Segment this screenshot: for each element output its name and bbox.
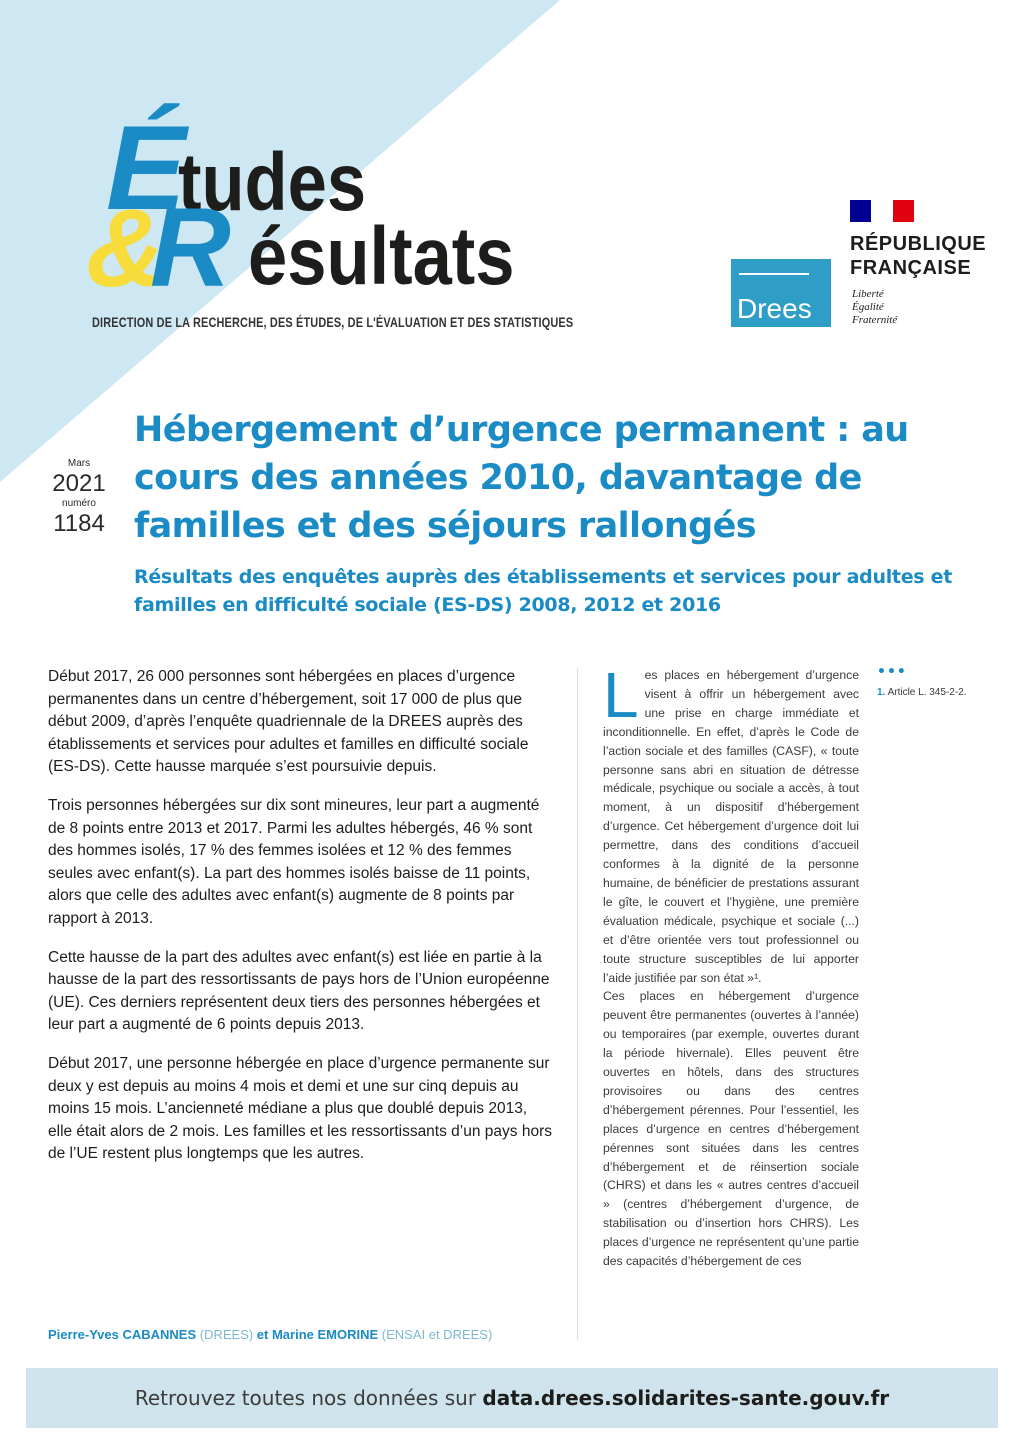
abstract-paragraph: Début 2017, une personne hébergée en place d’urgence permanente sur deux y est depuis au moins 4 mois et demi et une sur cinq depuis au moins 15 mois. L’ancienneté médiane a plus que doublé depuis 2013, elle était alors de 2 mois. Les familles et les ressortissants d’un pays hors de l’UE restent plus longtemps que les autres. — [48, 1054, 552, 1163]
logo-r-letter: R — [150, 185, 231, 310]
devise — [852, 288, 897, 327]
drop-cap: L — [603, 659, 639, 731]
author-1: Pierre-Yves CABANNES — [48, 1327, 197, 1342]
issue-numero-label: numéro — [62, 498, 96, 509]
logo-tudes: tudes — [178, 137, 367, 228]
body-column — [603, 659, 859, 1271]
author-2: Marine EMORINE — [271, 1327, 379, 1342]
authors-et: et — [256, 1327, 272, 1342]
direction-tagline: DIRECTION DE LA RECHERCHE, DES ÉTUDES, DE L'ÉVALUATION ET DES STATISTIQUES — [92, 314, 574, 330]
devise-liberte: Liberté — [852, 288, 884, 300]
authors — [48, 1327, 492, 1342]
marianne-flag-icon — [850, 200, 914, 222]
abstract-paragraph: Trois personnes hébergées sur dix sont mineures, leur part a augmenté de 8 points entre 2013 et 2017. Parmi les adultes hébergés, 46 % sont des hommes isolés, 17 % des femmes isolées et 12 % des femmes seules avec enfant(s). La part des hommes isolés baisse de 11 points, alors que celle des adultes avec enfant(s) augmente de 8 points par rapport à 2013. — [48, 796, 540, 927]
issue-number: 1184 — [53, 510, 105, 537]
drees-logo — [731, 259, 831, 327]
body-paragraph-1: es places en hébergement d’urgence visent à offrir un hébergement avec une prise en charge immédiate et inconditionnelle. En effet, d’après le Code de l’action sociale et des familles (CASF), « toute personne sans abri en situation de détresse médicale, psychique ou sociale a accès, à tout moment, à un dispositif d’hébergement d’urgence. Cet hébergement d’urgence doit lui permettre, dans des conditions d’accueil conformes à la dignité de la personne humaine, de bénéficier de prestations assurant le gîte, le couvert et l’hygiène, une première évaluation médicale, psychique et sociale (...) et d’être orientée vers tout professionnel ou toute structure susceptibles de lui apporter l’aide justifiée par son état »¹. — [603, 668, 859, 985]
author-2-affiliation: (ENSAI et DREES) — [378, 1327, 493, 1342]
republique-line2: FRANÇAISE — [850, 257, 972, 279]
devise-fraternite: Fraternité — [852, 314, 898, 326]
page-subtitle: Résultats des enquêtes auprès des établissements et services pour adultes et familles en difficulté sociale (ES-DS) 2008, 2012 et 2016 — [134, 566, 952, 616]
drees-logo-text: Drees — [737, 293, 812, 324]
abstract-paragraph: Cette hausse de la part des adultes avec enfant(s) est liée en partie à la hausse de la part des ressortissants de pays hors de l’Union européenne (UE). Ces derniers représentent deux tiers des personnes hébergées et leur part a augmenté de 6 points depuis 2013. — [48, 948, 550, 1034]
column-divider — [577, 668, 578, 1340]
body-paragraph-2: Ces places en hébergement d’urgence peuvent être permanentes (ouvertes à l’année) ou temporaires (par exemple, ouvertes durant la période hivernale). Elles peuvent être ouvertes en hôtels, dans des structures provisoires ou dans des centres d’hébergement pérennes. Pour l’essentiel, les places d’urgence en centres d’hébergement pérennes sont situées dans les centres d’hébergement et de réinsertion sociale (CHRS) et dans les « autres centres d’accueil » (centres d’hébergement d’urgence, de stabilisation ou d’insertion hors CHRS). Les places d’urgence ne représentent qu’une partie des capacités d’hébergement de ces — [603, 989, 859, 1269]
logo-esultats: ésultats — [248, 211, 515, 302]
footnote-number: 1. — [877, 687, 886, 698]
author-1-affiliation: (DREES) — [196, 1327, 257, 1342]
abstract-paragraph: Début 2017, 26 000 personnes sont hébergées en places d’urgence permanentes dans un centre d’hébergement, soit 17 000 de plus que début 2009, d’après l’enquête quadriennale de la DREES auprès des établissements et services pour adultes et familles en difficulté sociale (ES-DS). Cette hausse marquée s’est poursuivie depuis. — [48, 668, 529, 776]
etudes-resultats-logo — [86, 101, 592, 310]
republique-francaise-logo — [850, 232, 986, 280]
republique-line1: RÉPUBLIQUE — [850, 233, 987, 255]
page-title: Hébergement d’urgence permanent : au cours des années 2010, davantage de familles et des séjours rallongés — [134, 410, 909, 546]
footnote-text: Article L. 345-2-2. — [885, 687, 967, 698]
footnote-dots-icon: ••• — [877, 664, 907, 680]
issue-year: 2021 — [52, 470, 106, 497]
logo-ampersand: & — [86, 187, 166, 310]
data-portal-link[interactable]: data.drees.solidarites-sante.gouv.fr — [482, 1386, 890, 1410]
bottom-banner-prefix: Retrouvez toutes nos données sur — [134, 1386, 483, 1410]
bottom-banner-text — [26, 1368, 998, 1428]
abstract — [48, 666, 553, 1182]
issue-meta — [48, 458, 110, 538]
bottom-banner — [26, 1368, 998, 1428]
drees-logo-line — [739, 273, 809, 275]
footnote — [877, 687, 967, 698]
issue-month: Mars — [67, 458, 91, 469]
devise-egalite: Égalité — [852, 301, 884, 313]
logo-e-letter: É — [106, 101, 187, 235]
